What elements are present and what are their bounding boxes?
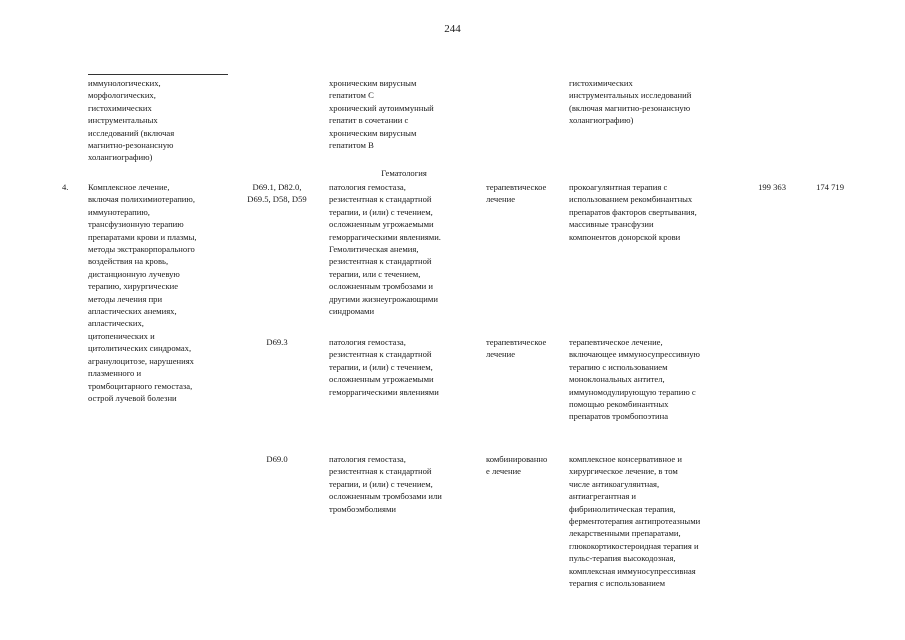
- icd-codes-1: D69.1, D82.0, D69.5, D58, D59: [247, 182, 307, 205]
- icd-codes-3: D69.0: [266, 454, 288, 464]
- row-number: 4.: [62, 182, 69, 192]
- price-standard: 199 363: [758, 182, 786, 192]
- continued-patient-model: хроническим вирусным гепатитом С хронический аутоиммунный гепатит в сочетании с хроническим вирусным гепатитом В: [329, 78, 434, 151]
- patient-model-2: патология гемостаза, резистентная к стандартной терапии, и (или) с течением, осложненным угрожаемыми геморрагическими явлениями: [329, 337, 439, 397]
- section-title: Гематология: [381, 168, 427, 178]
- footnote-separator-line: [88, 74, 228, 75]
- icd-codes-2: D69.3: [266, 337, 288, 347]
- patient-model-1: патология гемостаза, резистентная к стандартной терапии, и (или) с течением, осложненным угрожаемыми геморрагическими явлениями. Гемолитическая анемия, резистентная к стандартной терапии, или с течением, осложненным тромбозами и другими жизнеугрожающими синдромами: [329, 182, 441, 317]
- treatment-type-3: комбинированно е лечение: [486, 454, 548, 477]
- treatment-method-1: прокоагулянтная терапия с использованием рекомбинантных препаратов факторов свертывания, массивные трансфузии компонентов донорской крови: [569, 182, 697, 242]
- treatment-type-1: терапевтическое лечение: [486, 182, 547, 205]
- continued-treatment-method: гистохимических инструментальных исследований (включая магнитно-резонансную холангиографию): [569, 78, 692, 126]
- treatment-method-2: терапевтическое лечение, включающее иммуносупрессивную терапию с использованием моноклональных антител, иммуномодулирующую терапию с помощью рекомбинантных препаратов тромбопоэтина: [569, 337, 700, 422]
- continued-treatment-name: иммунологических, морфологических, гистохимических инструментальных исследований (включая магнитно-резонансную холангиографию): [88, 78, 175, 163]
- price-subsidy: 174 719: [816, 182, 844, 192]
- patient-model-3: патология гемостаза, резистентная к стандартной терапии, и (или) с течением, осложненным тромбозами или тромбоэмболиями: [329, 454, 442, 514]
- treatment-type-2: терапевтическое лечение: [486, 337, 547, 360]
- treatment-name: Комплексное лечение, включая полихимиотерапию, иммунотерапию, трансфузионную терапию препаратами крови и плазмы, методы экстракорпорального воздействия на кровь, дистанционную лучевую терапию, хирургические методы лечения при апластических анемиях, апластических, цитопенических и цитолитических синдромах, агранулоцитозе, нарушениях плазменного и тромбоцитарного гемостаза, острой лучевой болезни: [88, 182, 197, 403]
- page-number: 244: [444, 23, 461, 35]
- treatment-method-3: комплексное консервативное и хирургическое лечение, в том числе антикоагулянтная, антиагрегантная и фибринолитическая терапия, ферментотерапия антипротеазными лекарственными препаратами, глюкокортикостероидная терапия и пульс-терапия высокодозная, комплексная иммуносупрессивная терапия с использованием: [569, 454, 701, 589]
